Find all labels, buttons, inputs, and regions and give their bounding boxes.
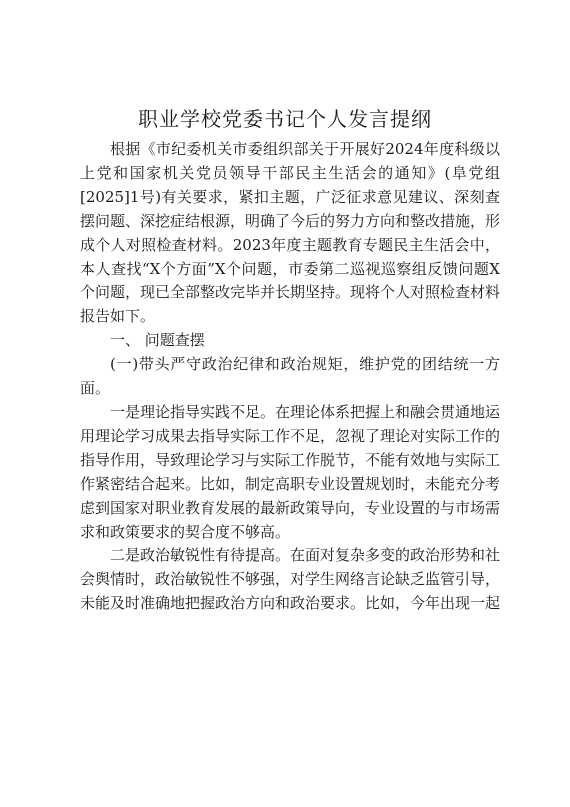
document-title: 职业学校党委书记个人发言提纲 [138, 107, 432, 131]
document-body [80, 138, 500, 616]
problem-paragraph-1: 一是理论指导实践不足。在理论体系把握上和融会贯通地运用理论学习成果去指导实际工作不足，忽视了理论对实际工作的指导作用，导致理论学习与实际工作脱节，不能有效地与实际工作紧密结合起来。比如，制定高职专业设置规划时，未能充分考虑到国家对职业教育发展的最新政策导向，专业设置的与市场需求和政策要求的契合度不够高。 [80, 402, 501, 541]
problem-paragraph-2: 二是政治敏锐性有待提高。在面对复杂多变的政治形势和社会舆情时，政治敏锐性不够强，对学生网络言论缺乏监管引导，未能及时准确地把握政治方向和政治要求。比如，今年出现一起 [80, 546, 501, 613]
section-heading: 一、 问题查摆 [110, 331, 205, 350]
intro-paragraph: 根据《市纪委机关市委组织部关于开展好2024年度科级以上党和国家机关党员领导干部民主生活会的通知》(阜党组[2025]1号)有关要求，紧扣主题，广泛征求意见建议、深刻查摆问题、深挖症结根源，明确了今后的努力方向和整改措施，形成个人对照检查材料。2023年度主题教育专题民主生活会中，本人查找“X个方面”X个问题，市委第二巡视巡察组反馈问题X个问题，现已全部整改完毕并长期坚持。现将个人对照检查材料报告如下。 [80, 140, 501, 326]
subsection-heading: (一)带头严守政治纪律和政治规矩，维护党的团结统一方面。 [80, 355, 500, 398]
